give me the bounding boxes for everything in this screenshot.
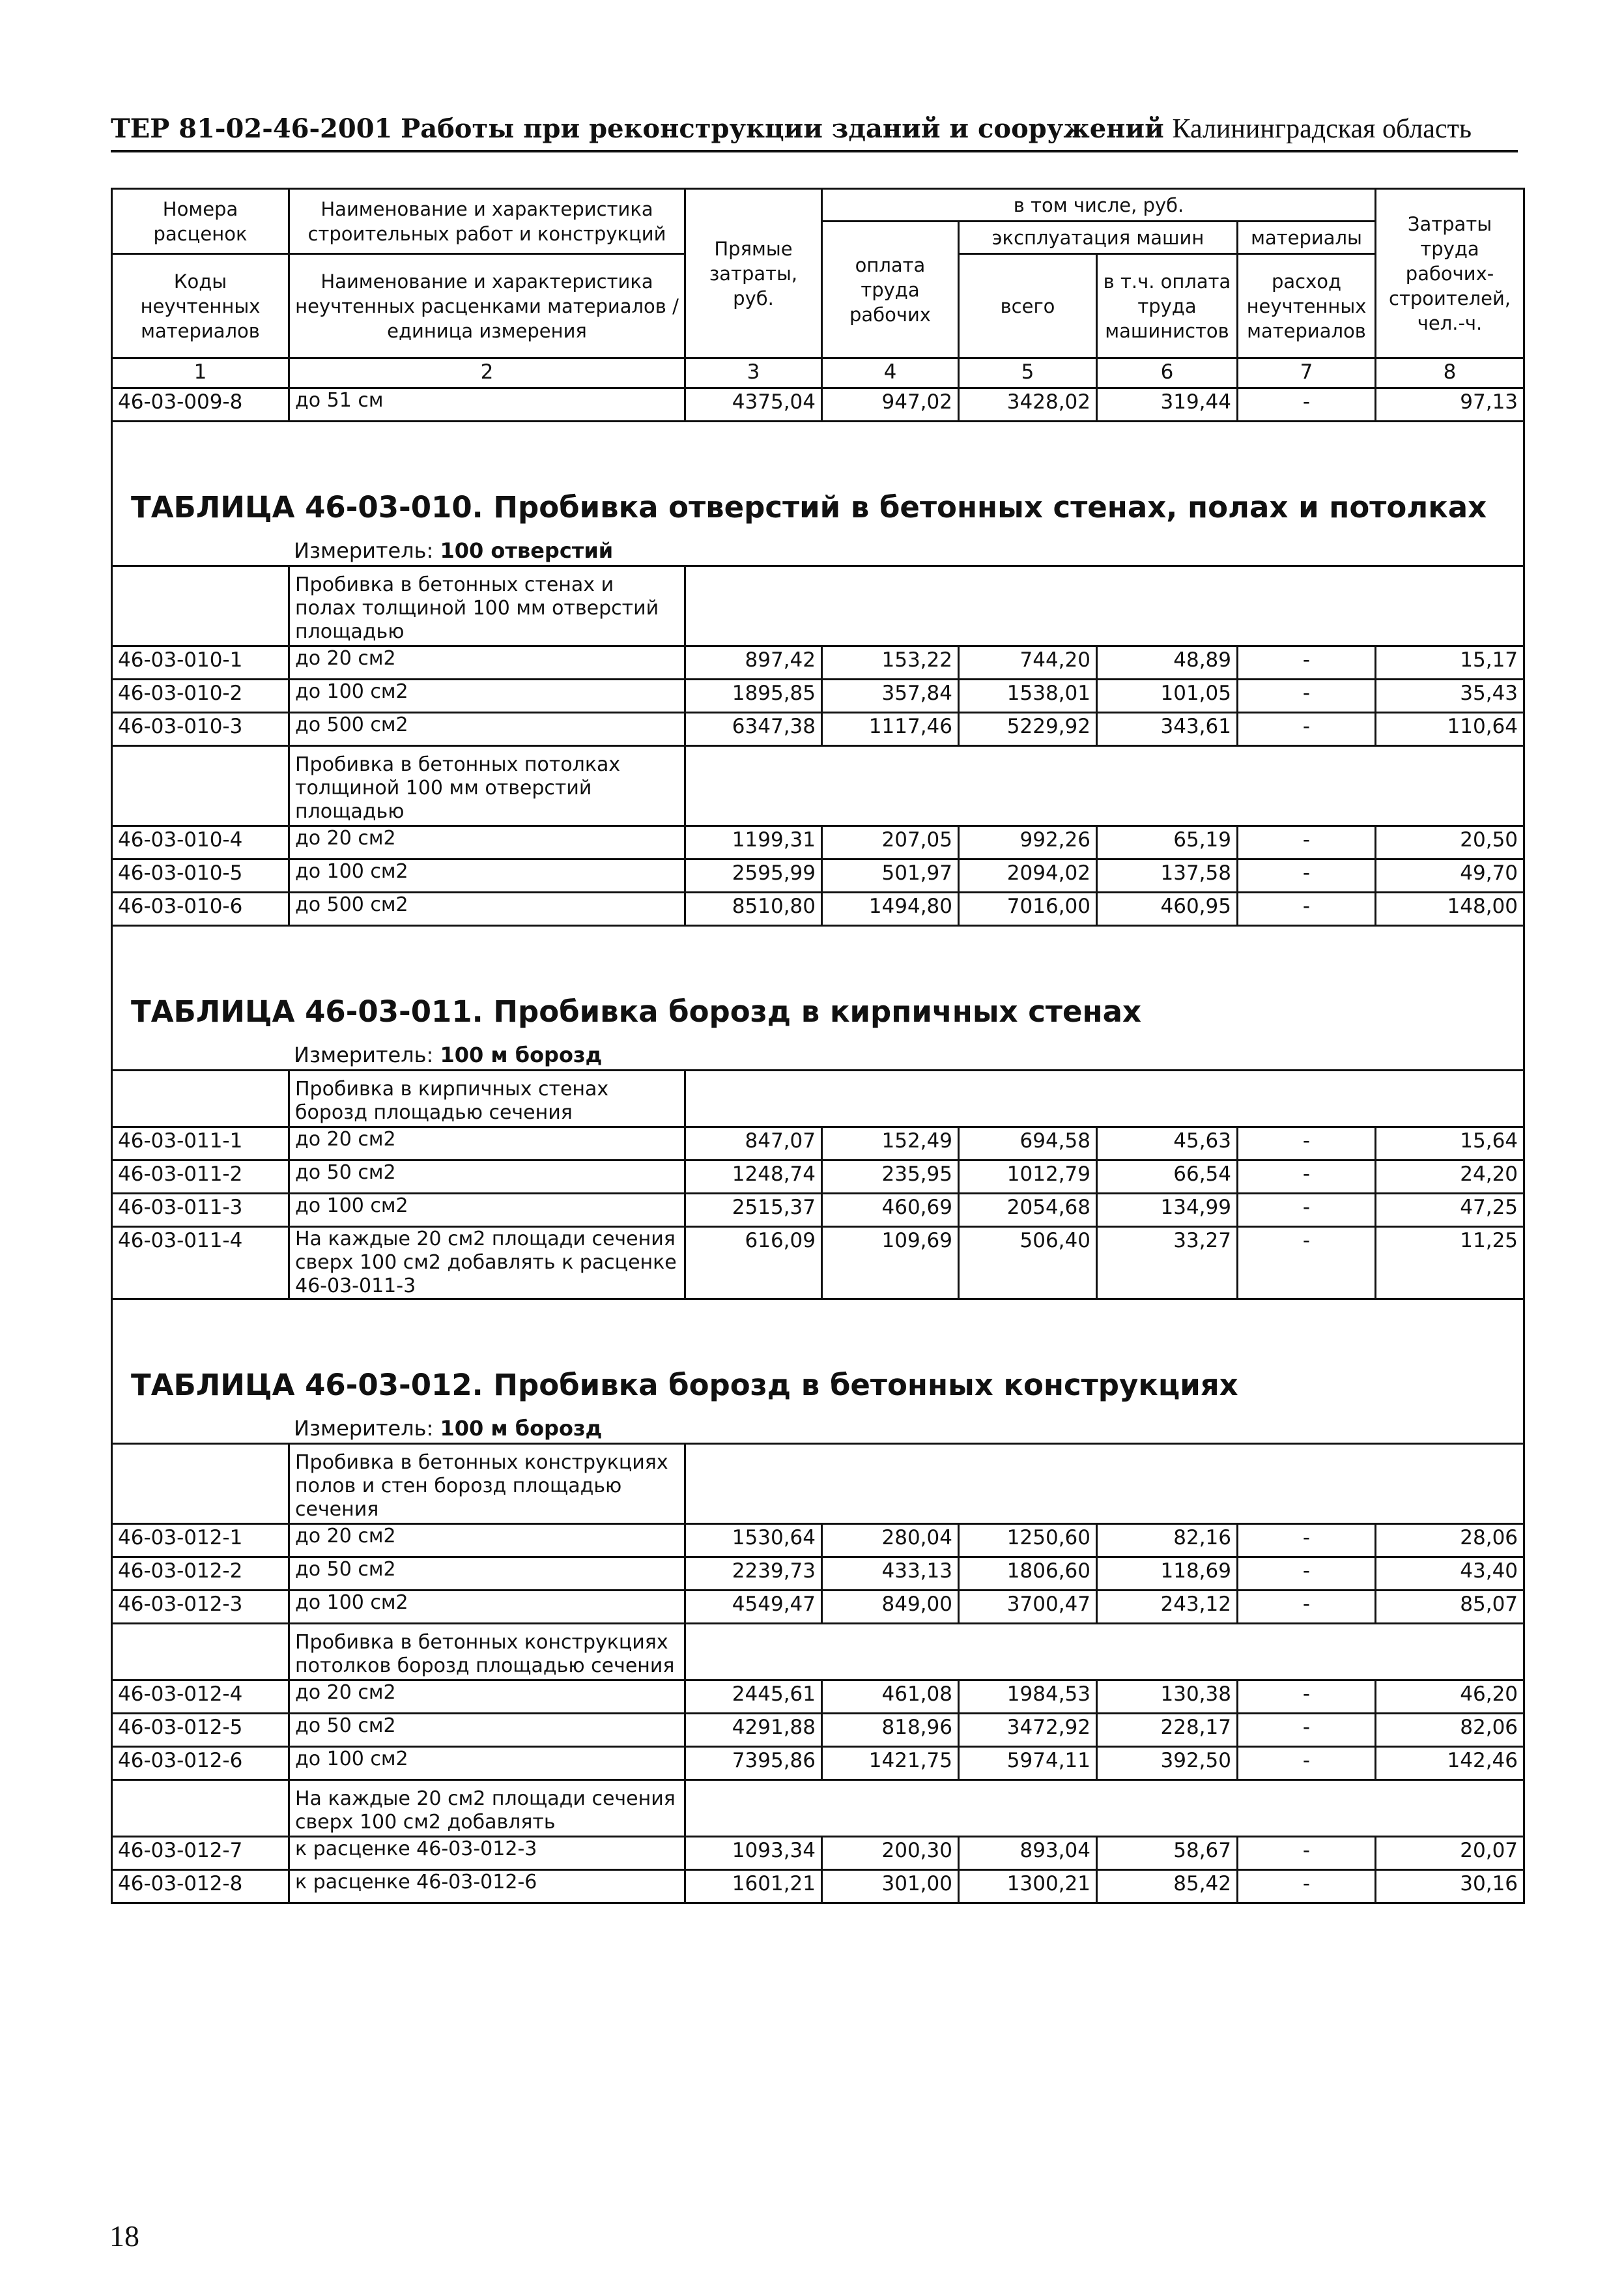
group-caption: Пробивка в бетонных стенах и полах толщиной 100 мм отверстий площадью xyxy=(289,566,685,646)
section-title: ТАБЛИЦА 46-03-010. Пробивка отверстий в бетонных стенах, полах и потолках xyxy=(131,490,1487,525)
running-header xyxy=(111,109,1518,152)
direct-costs: 2239,73 xyxy=(685,1557,822,1591)
unaccounted-materials: - xyxy=(1238,1227,1376,1299)
direct-costs: 1530,64 xyxy=(685,1524,822,1557)
machines-total: 744,20 xyxy=(959,646,1097,680)
group-caption: Пробивка в бетонных конструкциях полов и стен борозд площадью сечения xyxy=(289,1444,685,1524)
col-direct-costs-header: Прямые затраты, руб. xyxy=(685,189,822,358)
column-number: 4 xyxy=(822,358,959,388)
labor-hours: 49,70 xyxy=(1376,859,1524,893)
labor-pay: 1421,75 xyxy=(822,1747,959,1780)
labor-hours: 148,00 xyxy=(1376,893,1524,926)
col-work-name-header: Наименование и характеристика строительных работ и конструкций xyxy=(289,189,685,254)
group-caption-row xyxy=(112,1624,1524,1680)
table-row xyxy=(112,1680,1524,1714)
machinists-pay: 65,19 xyxy=(1097,826,1238,859)
labor-pay: 153,22 xyxy=(822,646,959,680)
machines-total: 893,04 xyxy=(959,1837,1097,1870)
machines-total: 3428,02 xyxy=(959,388,1097,422)
table-row xyxy=(112,1714,1524,1747)
labor-pay: 152,49 xyxy=(822,1127,959,1160)
labor-pay: 200,30 xyxy=(822,1837,959,1870)
group-caption-row xyxy=(112,746,1524,826)
col-materials-header: материалы xyxy=(1238,222,1376,254)
table-row xyxy=(112,680,1524,713)
labor-pay: 1494,80 xyxy=(822,893,959,926)
direct-costs: 2515,37 xyxy=(685,1194,822,1227)
work-description: до 20 см2 xyxy=(289,1524,685,1557)
direct-costs: 1895,85 xyxy=(685,680,822,713)
column-number: 6 xyxy=(1097,358,1238,388)
group-caption: Пробивка в кирпичных стенах борозд площадью сечения xyxy=(289,1071,685,1127)
direct-costs: 6347,38 xyxy=(685,713,822,746)
labor-pay: 818,96 xyxy=(822,1714,959,1747)
labor-hours: 47,25 xyxy=(1376,1194,1524,1227)
section-title-row xyxy=(112,422,1524,537)
labor-hours: 30,16 xyxy=(1376,1870,1524,1903)
col-material-codes-header: Коды неучтенных материалов xyxy=(112,254,289,358)
table-row xyxy=(112,713,1524,746)
unaccounted-materials: - xyxy=(1238,893,1376,926)
section-meter xyxy=(113,1041,1523,1069)
machines-total: 992,26 xyxy=(959,826,1097,859)
machinists-pay: 228,17 xyxy=(1097,1714,1238,1747)
group-caption-row xyxy=(112,566,1524,646)
machines-total: 5229,92 xyxy=(959,713,1097,746)
col-machines-header: эксплуатация машин xyxy=(959,222,1238,254)
rate-code: 46-03-010-3 xyxy=(112,713,289,746)
section-meter-row xyxy=(112,536,1524,566)
labor-pay: 357,84 xyxy=(822,680,959,713)
direct-costs: 1093,34 xyxy=(685,1837,822,1870)
work-description: до 20 см2 xyxy=(289,1680,685,1714)
work-description: до 500 см2 xyxy=(289,893,685,926)
group-caption: На каждые 20 см2 площади сечения сверх 100 см2 добавлять xyxy=(289,1780,685,1837)
machinists-pay: 101,05 xyxy=(1097,680,1238,713)
table-row xyxy=(112,388,1524,422)
work-description: до 100 см2 xyxy=(289,1194,685,1227)
unaccounted-materials: - xyxy=(1238,1127,1376,1160)
meter-value: 100 отверстий xyxy=(440,538,614,563)
group-caption-code-cell xyxy=(112,1780,289,1837)
section-meter-cell xyxy=(112,1041,1524,1071)
group-caption: Пробивка в бетонных конструкциях потолков борозд площадью сечения xyxy=(289,1624,685,1680)
unaccounted-materials: - xyxy=(1238,826,1376,859)
rate-code: 46-03-012-7 xyxy=(112,1837,289,1870)
machinists-pay: 130,38 xyxy=(1097,1680,1238,1714)
rate-code: 46-03-010-6 xyxy=(112,893,289,926)
work-description: до 51 см xyxy=(289,388,685,422)
unaccounted-materials: - xyxy=(1238,1714,1376,1747)
work-description: до 20 см2 xyxy=(289,1127,685,1160)
labor-pay: 461,08 xyxy=(822,1680,959,1714)
machines-total: 694,58 xyxy=(959,1127,1097,1160)
group-caption-empty xyxy=(685,1780,1524,1837)
section-meter xyxy=(113,1414,1523,1443)
machinists-pay: 33,27 xyxy=(1097,1227,1238,1299)
group-caption-empty xyxy=(685,566,1524,646)
rate-code: 46-03-010-1 xyxy=(112,646,289,680)
machinists-pay: 85,42 xyxy=(1097,1870,1238,1903)
machinists-pay: 48,89 xyxy=(1097,646,1238,680)
machinists-pay: 66,54 xyxy=(1097,1160,1238,1194)
work-description: до 20 см2 xyxy=(289,646,685,680)
direct-costs: 847,07 xyxy=(685,1127,822,1160)
column-number: 2 xyxy=(289,358,685,388)
machinists-pay: 137,58 xyxy=(1097,859,1238,893)
labor-pay: 947,02 xyxy=(822,388,959,422)
machines-total: 1012,79 xyxy=(959,1160,1097,1194)
rate-code: 46-03-009-8 xyxy=(112,388,289,422)
meter-label: Измеритель: xyxy=(294,1043,434,1067)
rate-code: 46-03-011-2 xyxy=(112,1160,289,1194)
group-caption-empty xyxy=(685,1071,1524,1127)
unaccounted-materials: - xyxy=(1238,680,1376,713)
section-title-cell xyxy=(112,926,1524,1041)
labor-hours: 28,06 xyxy=(1376,1524,1524,1557)
machines-total: 1250,60 xyxy=(959,1524,1097,1557)
unaccounted-materials: - xyxy=(1238,859,1376,893)
labor-hours: 43,40 xyxy=(1376,1557,1524,1591)
labor-hours: 20,07 xyxy=(1376,1837,1524,1870)
group-caption-row xyxy=(112,1071,1524,1127)
machinists-pay: 319,44 xyxy=(1097,388,1238,422)
labor-pay: 433,13 xyxy=(822,1557,959,1591)
work-description: до 100 см2 xyxy=(289,859,685,893)
machines-total: 1538,01 xyxy=(959,680,1097,713)
unaccounted-materials: - xyxy=(1238,1160,1376,1194)
table-row xyxy=(112,1127,1524,1160)
group-caption-row xyxy=(112,1780,1524,1837)
unaccounted-materials: - xyxy=(1238,1557,1376,1591)
direct-costs: 1601,21 xyxy=(685,1870,822,1903)
group-caption-code-cell xyxy=(112,1071,289,1127)
machines-total: 3472,92 xyxy=(959,1714,1097,1747)
group-caption-code-cell xyxy=(112,1624,289,1680)
col-including-header: в том числе, руб. xyxy=(822,189,1376,222)
work-description: На каждые 20 см2 площади сечения сверх 100 см2 добавлять к расценке 46-03-011-3 xyxy=(289,1227,685,1299)
column-number: 5 xyxy=(959,358,1097,388)
page-number: 18 xyxy=(109,2219,139,2253)
direct-costs: 4375,04 xyxy=(685,388,822,422)
table-row xyxy=(112,826,1524,859)
rate-code: 46-03-012-8 xyxy=(112,1870,289,1903)
unaccounted-materials: - xyxy=(1238,1680,1376,1714)
work-description: до 50 см2 xyxy=(289,1557,685,1591)
labor-hours: 142,46 xyxy=(1376,1747,1524,1780)
col-machinists-header: в т.ч. оплата труда машинистов xyxy=(1097,254,1238,358)
work-description: к расценке 46-03-012-3 xyxy=(289,1837,685,1870)
group-caption-empty xyxy=(685,1444,1524,1524)
meter-value: 100 м борозд xyxy=(440,1416,603,1441)
price-table xyxy=(111,188,1525,1904)
machines-total: 1984,53 xyxy=(959,1680,1097,1714)
table-row xyxy=(112,1524,1524,1557)
unaccounted-materials: - xyxy=(1238,1591,1376,1624)
direct-costs: 4291,88 xyxy=(685,1714,822,1747)
table-row xyxy=(112,1194,1524,1227)
section-title-cell xyxy=(112,422,1524,537)
labor-hours: 110,64 xyxy=(1376,713,1524,746)
labor-hours: 46,20 xyxy=(1376,1680,1524,1714)
labor-hours: 97,13 xyxy=(1376,388,1524,422)
column-number: 7 xyxy=(1238,358,1376,388)
labor-hours: 11,25 xyxy=(1376,1227,1524,1299)
table-row xyxy=(112,1870,1524,1903)
section-title: ТАБЛИЦА 46-03-012. Пробивка борозд в бетонных конструкциях xyxy=(131,1368,1238,1402)
rate-code: 46-03-012-6 xyxy=(112,1747,289,1780)
section-title-cell xyxy=(112,1299,1524,1415)
labor-hours: 20,50 xyxy=(1376,826,1524,859)
unaccounted-materials: - xyxy=(1238,1524,1376,1557)
section-meter-row xyxy=(112,1041,1524,1071)
unaccounted-materials: - xyxy=(1238,1747,1376,1780)
unaccounted-materials: - xyxy=(1238,1870,1376,1903)
machinists-pay: 243,12 xyxy=(1097,1591,1238,1624)
rate-code: 46-03-012-4 xyxy=(112,1680,289,1714)
work-description: до 50 см2 xyxy=(289,1160,685,1194)
group-caption-row xyxy=(112,1444,1524,1524)
unaccounted-materials: - xyxy=(1238,713,1376,746)
machinists-pay: 118,69 xyxy=(1097,1557,1238,1591)
rate-code: 46-03-011-4 xyxy=(112,1227,289,1299)
machinists-pay: 343,61 xyxy=(1097,713,1238,746)
meter-label: Измеритель: xyxy=(294,538,434,563)
labor-hours: 15,17 xyxy=(1376,646,1524,680)
rate-code: 46-03-012-1 xyxy=(112,1524,289,1557)
section-title: ТАБЛИЦА 46-03-011. Пробивка борозд в кирпичных стенах xyxy=(131,994,1141,1029)
labor-pay: 207,05 xyxy=(822,826,959,859)
direct-costs: 1248,74 xyxy=(685,1160,822,1194)
rate-code: 46-03-012-3 xyxy=(112,1591,289,1624)
column-number: 3 xyxy=(685,358,822,388)
machines-total: 2094,02 xyxy=(959,859,1097,893)
machinists-pay: 82,16 xyxy=(1097,1524,1238,1557)
machines-total: 7016,00 xyxy=(959,893,1097,926)
labor-pay: 1117,46 xyxy=(822,713,959,746)
labor-pay: 301,00 xyxy=(822,1870,959,1903)
work-description: до 500 см2 xyxy=(289,713,685,746)
direct-costs: 2595,99 xyxy=(685,859,822,893)
labor-hours: 15,64 xyxy=(1376,1127,1524,1160)
machines-total: 506,40 xyxy=(959,1227,1097,1299)
labor-hours: 35,43 xyxy=(1376,680,1524,713)
col-machines-total-header: всего xyxy=(959,254,1097,358)
section-title-row xyxy=(112,1299,1524,1415)
direct-costs: 7395,86 xyxy=(685,1747,822,1780)
section-meter-cell xyxy=(112,1414,1524,1444)
col-labor-pay-header: оплата труда рабочих xyxy=(822,222,959,358)
unaccounted-materials: - xyxy=(1238,646,1376,680)
table-row xyxy=(112,1557,1524,1591)
table-row xyxy=(112,1837,1524,1870)
rate-code: 46-03-011-1 xyxy=(112,1127,289,1160)
labor-hours: 82,06 xyxy=(1376,1714,1524,1747)
section-meter xyxy=(113,536,1523,565)
table-row xyxy=(112,1227,1524,1299)
work-description: к расценке 46-03-012-6 xyxy=(289,1870,685,1903)
machinists-pay: 45,63 xyxy=(1097,1127,1238,1160)
labor-pay: 849,00 xyxy=(822,1591,959,1624)
table-row xyxy=(112,1160,1524,1194)
machines-total: 1300,21 xyxy=(959,1870,1097,1903)
unaccounted-materials: - xyxy=(1238,1837,1376,1870)
group-caption-code-cell xyxy=(112,566,289,646)
rate-code: 46-03-011-3 xyxy=(112,1194,289,1227)
machines-total: 3700,47 xyxy=(959,1591,1097,1624)
rate-code: 46-03-010-4 xyxy=(112,826,289,859)
machinists-pay: 460,95 xyxy=(1097,893,1238,926)
header-code: ТЕР 81-02-46-2001 xyxy=(111,113,393,144)
section-meter-row xyxy=(112,1414,1524,1444)
labor-pay: 280,04 xyxy=(822,1524,959,1557)
direct-costs: 1199,31 xyxy=(685,826,822,859)
unaccounted-materials: - xyxy=(1238,1194,1376,1227)
col-rate-number-header: Номера расценок xyxy=(112,189,289,254)
table-row xyxy=(112,1747,1524,1780)
group-caption: Пробивка в бетонных потолках толщиной 100 мм отверстий площадью xyxy=(289,746,685,826)
machinists-pay: 58,67 xyxy=(1097,1837,1238,1870)
group-caption-code-cell xyxy=(112,746,289,826)
work-description: до 100 см2 xyxy=(289,1747,685,1780)
direct-costs: 8510,80 xyxy=(685,893,822,926)
unaccounted-materials: - xyxy=(1238,388,1376,422)
table-row xyxy=(112,1591,1524,1624)
direct-costs: 4549,47 xyxy=(685,1591,822,1624)
machines-total: 2054,68 xyxy=(959,1194,1097,1227)
table-row xyxy=(112,893,1524,926)
rate-code: 46-03-010-2 xyxy=(112,680,289,713)
work-description: до 100 см2 xyxy=(289,680,685,713)
work-description: до 50 см2 xyxy=(289,1714,685,1747)
col-unaccounted-materials-header: расход неучтенных материалов xyxy=(1238,254,1376,358)
group-caption-empty xyxy=(685,746,1524,826)
col-labor-costs-header: Затраты труда рабочих-строителей, чел.-ч. xyxy=(1376,189,1524,358)
header-region: Калининградская область xyxy=(1172,114,1472,144)
direct-costs: 616,09 xyxy=(685,1227,822,1299)
labor-pay: 235,95 xyxy=(822,1160,959,1194)
meter-value: 100 м борозд xyxy=(440,1043,603,1067)
direct-costs: 2445,61 xyxy=(685,1680,822,1714)
header-title: Работы при реконструкции зданий и сооружений xyxy=(401,113,1164,144)
labor-pay: 501,97 xyxy=(822,859,959,893)
section-meter-cell xyxy=(112,536,1524,566)
table-row xyxy=(112,646,1524,680)
machines-total: 5974,11 xyxy=(959,1747,1097,1780)
labor-hours: 85,07 xyxy=(1376,1591,1524,1624)
col-material-names-header: Наименование и характеристика неучтенных расценками материалов / единица измерения xyxy=(289,254,685,358)
work-description: до 20 см2 xyxy=(289,826,685,859)
meter-label: Измеритель: xyxy=(294,1416,434,1441)
column-number: 1 xyxy=(112,358,289,388)
labor-hours: 24,20 xyxy=(1376,1160,1524,1194)
rate-code: 46-03-010-5 xyxy=(112,859,289,893)
group-caption-empty xyxy=(685,1624,1524,1680)
table-row xyxy=(112,859,1524,893)
machinists-pay: 392,50 xyxy=(1097,1747,1238,1780)
work-description: до 100 см2 xyxy=(289,1591,685,1624)
rate-code: 46-03-012-5 xyxy=(112,1714,289,1747)
column-number: 8 xyxy=(1376,358,1524,388)
direct-costs: 897,42 xyxy=(685,646,822,680)
section-title-row xyxy=(112,926,1524,1041)
machinists-pay: 134,99 xyxy=(1097,1194,1238,1227)
machines-total: 1806,60 xyxy=(959,1557,1097,1591)
group-caption-code-cell xyxy=(112,1444,289,1524)
labor-pay: 109,69 xyxy=(822,1227,959,1299)
rate-code: 46-03-012-2 xyxy=(112,1557,289,1591)
labor-pay: 460,69 xyxy=(822,1194,959,1227)
